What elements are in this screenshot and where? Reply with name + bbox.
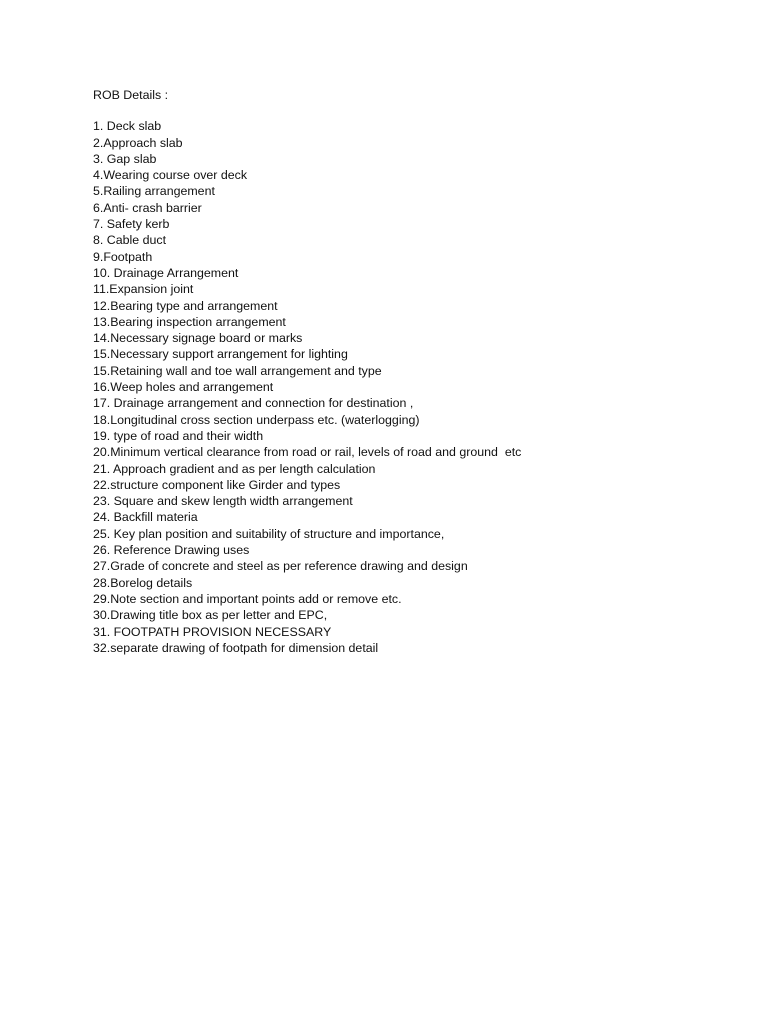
list-item: 30.Drawing title box as per letter and EPC, <box>93 608 328 623</box>
document-heading: ROB Details : <box>93 88 169 102</box>
list-item: 28.Borelog details <box>93 575 193 590</box>
list-item: 18.Longitudinal cross section underpass etc. (waterlogging) <box>93 412 420 427</box>
list-item: 15.Retaining wall and toe wall arrangement and type <box>93 363 382 378</box>
list-item: 14.Necessary signage board or marks <box>93 331 303 346</box>
list-item: 11.Expansion joint <box>93 282 194 297</box>
rob-details-list <box>93 118 733 656</box>
list-item: 1. Deck slab <box>93 119 162 134</box>
list-item: 27.Grade of concrete and steel as per reference drawing and design <box>93 559 468 574</box>
list-item: 3. Gap slab <box>93 151 157 166</box>
list-item: 5.Railing arrangement <box>93 184 215 199</box>
list-item: 10. Drainage Arrangement <box>93 265 239 280</box>
list-item: 26. Reference Drawing uses <box>93 543 250 558</box>
list-item: 19. type of road and their width <box>93 428 264 443</box>
list-item: 17. Drainage arrangement and connection for destination , <box>93 396 414 411</box>
list-item: 25. Key plan position and suitability of structure and importance, <box>93 526 445 541</box>
list-item: 4.Wearing course over deck <box>93 168 248 183</box>
list-item: 31. FOOTPATH PROVISION NECESSARY <box>93 624 332 639</box>
list-item: 7. Safety kerb <box>93 217 170 232</box>
list-item: 23. Square and skew length width arrangement <box>93 494 353 509</box>
list-item: 22.structure component like Girder and types <box>93 477 341 492</box>
list-item: 20.Minimum vertical clearance from road or rail, levels of road and ground etc <box>93 445 522 460</box>
list-item: 32.separate drawing of footpath for dimension detail <box>93 640 379 655</box>
list-item: 21. Approach gradient and as per length calculation <box>93 461 376 476</box>
list-item: 24. Backfill materia <box>93 510 198 525</box>
list-item: 2.Approach slab <box>93 135 183 150</box>
list-item: 13.Bearing inspection arrangement <box>93 314 286 329</box>
document-content <box>93 87 733 656</box>
list-item: 15.Necessary support arrangement for lighting <box>93 347 348 362</box>
list-item: 8. Cable duct <box>93 233 167 248</box>
list-item: 29.Note section and important points add or remove etc. <box>93 591 402 606</box>
list-item: 16.Weep holes and arrangement <box>93 380 274 395</box>
list-item: 12.Bearing type and arrangement <box>93 298 278 313</box>
list-item: 9.Footpath <box>93 249 153 264</box>
list-item: 6.Anti- crash barrier <box>93 200 202 215</box>
